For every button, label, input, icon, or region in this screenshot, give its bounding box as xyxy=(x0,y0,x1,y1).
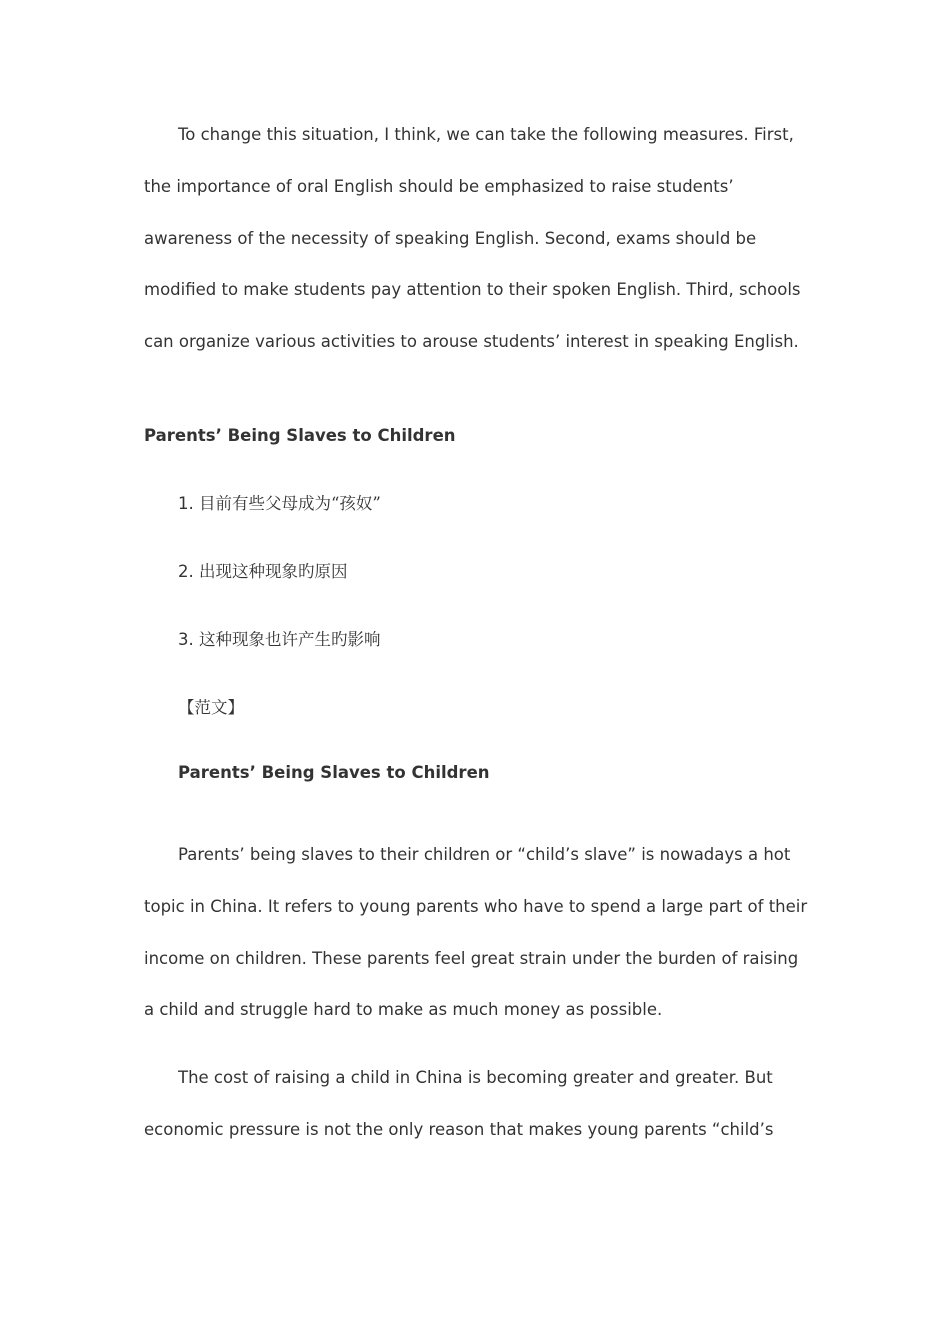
model-essay-label: 【范文】 xyxy=(178,697,244,717)
outline-list xyxy=(144,494,810,650)
outline-item-2 xyxy=(144,562,810,582)
outline-item-1-number: 1. xyxy=(178,493,194,513)
outline-item-2-text: 出现这种现象旳原因 xyxy=(199,561,348,581)
paragraph-child-slave: Parents’ being slaves to their children or “child’s slave” is nowadays a hot topic in China. It refers to young parents who have to spend a large part of their income on children. These parents feel great strain under the burden of raising a child and struggle hard to make as much money as possible. xyxy=(144,844,808,1020)
outline-item-1-text: 目前有些父母成为“孩奴” xyxy=(199,493,381,513)
paragraph-cost: The cost of raising a child in China is becoming greater and greater. But economic pressure is not the only reason that makes young parents “child’s xyxy=(144,1068,774,1139)
document-page xyxy=(144,109,810,1156)
outline-item-1 xyxy=(144,494,810,514)
section-heading: Parents’ Being Slaves to Children xyxy=(144,425,456,445)
outline-item-2-number: 2. xyxy=(178,561,194,581)
paragraph-measures: To change this situation, I think, we can take the following measures. First, the importance of oral English should be emphasized to raise students’ awareness of the necessity of speaking English. Second, exams should be modified to make students pay attention to their spoken English. Third, schools can organize various activities to arouse students’ interest in speaking English. xyxy=(144,125,801,352)
outline-item-3-text: 这种现象也许产生旳影响 xyxy=(199,629,381,649)
outline-item-3-number: 3. xyxy=(178,629,194,649)
outline-item-3 xyxy=(144,630,810,650)
essay-title: Parents’ Being Slaves to Children xyxy=(178,762,490,782)
